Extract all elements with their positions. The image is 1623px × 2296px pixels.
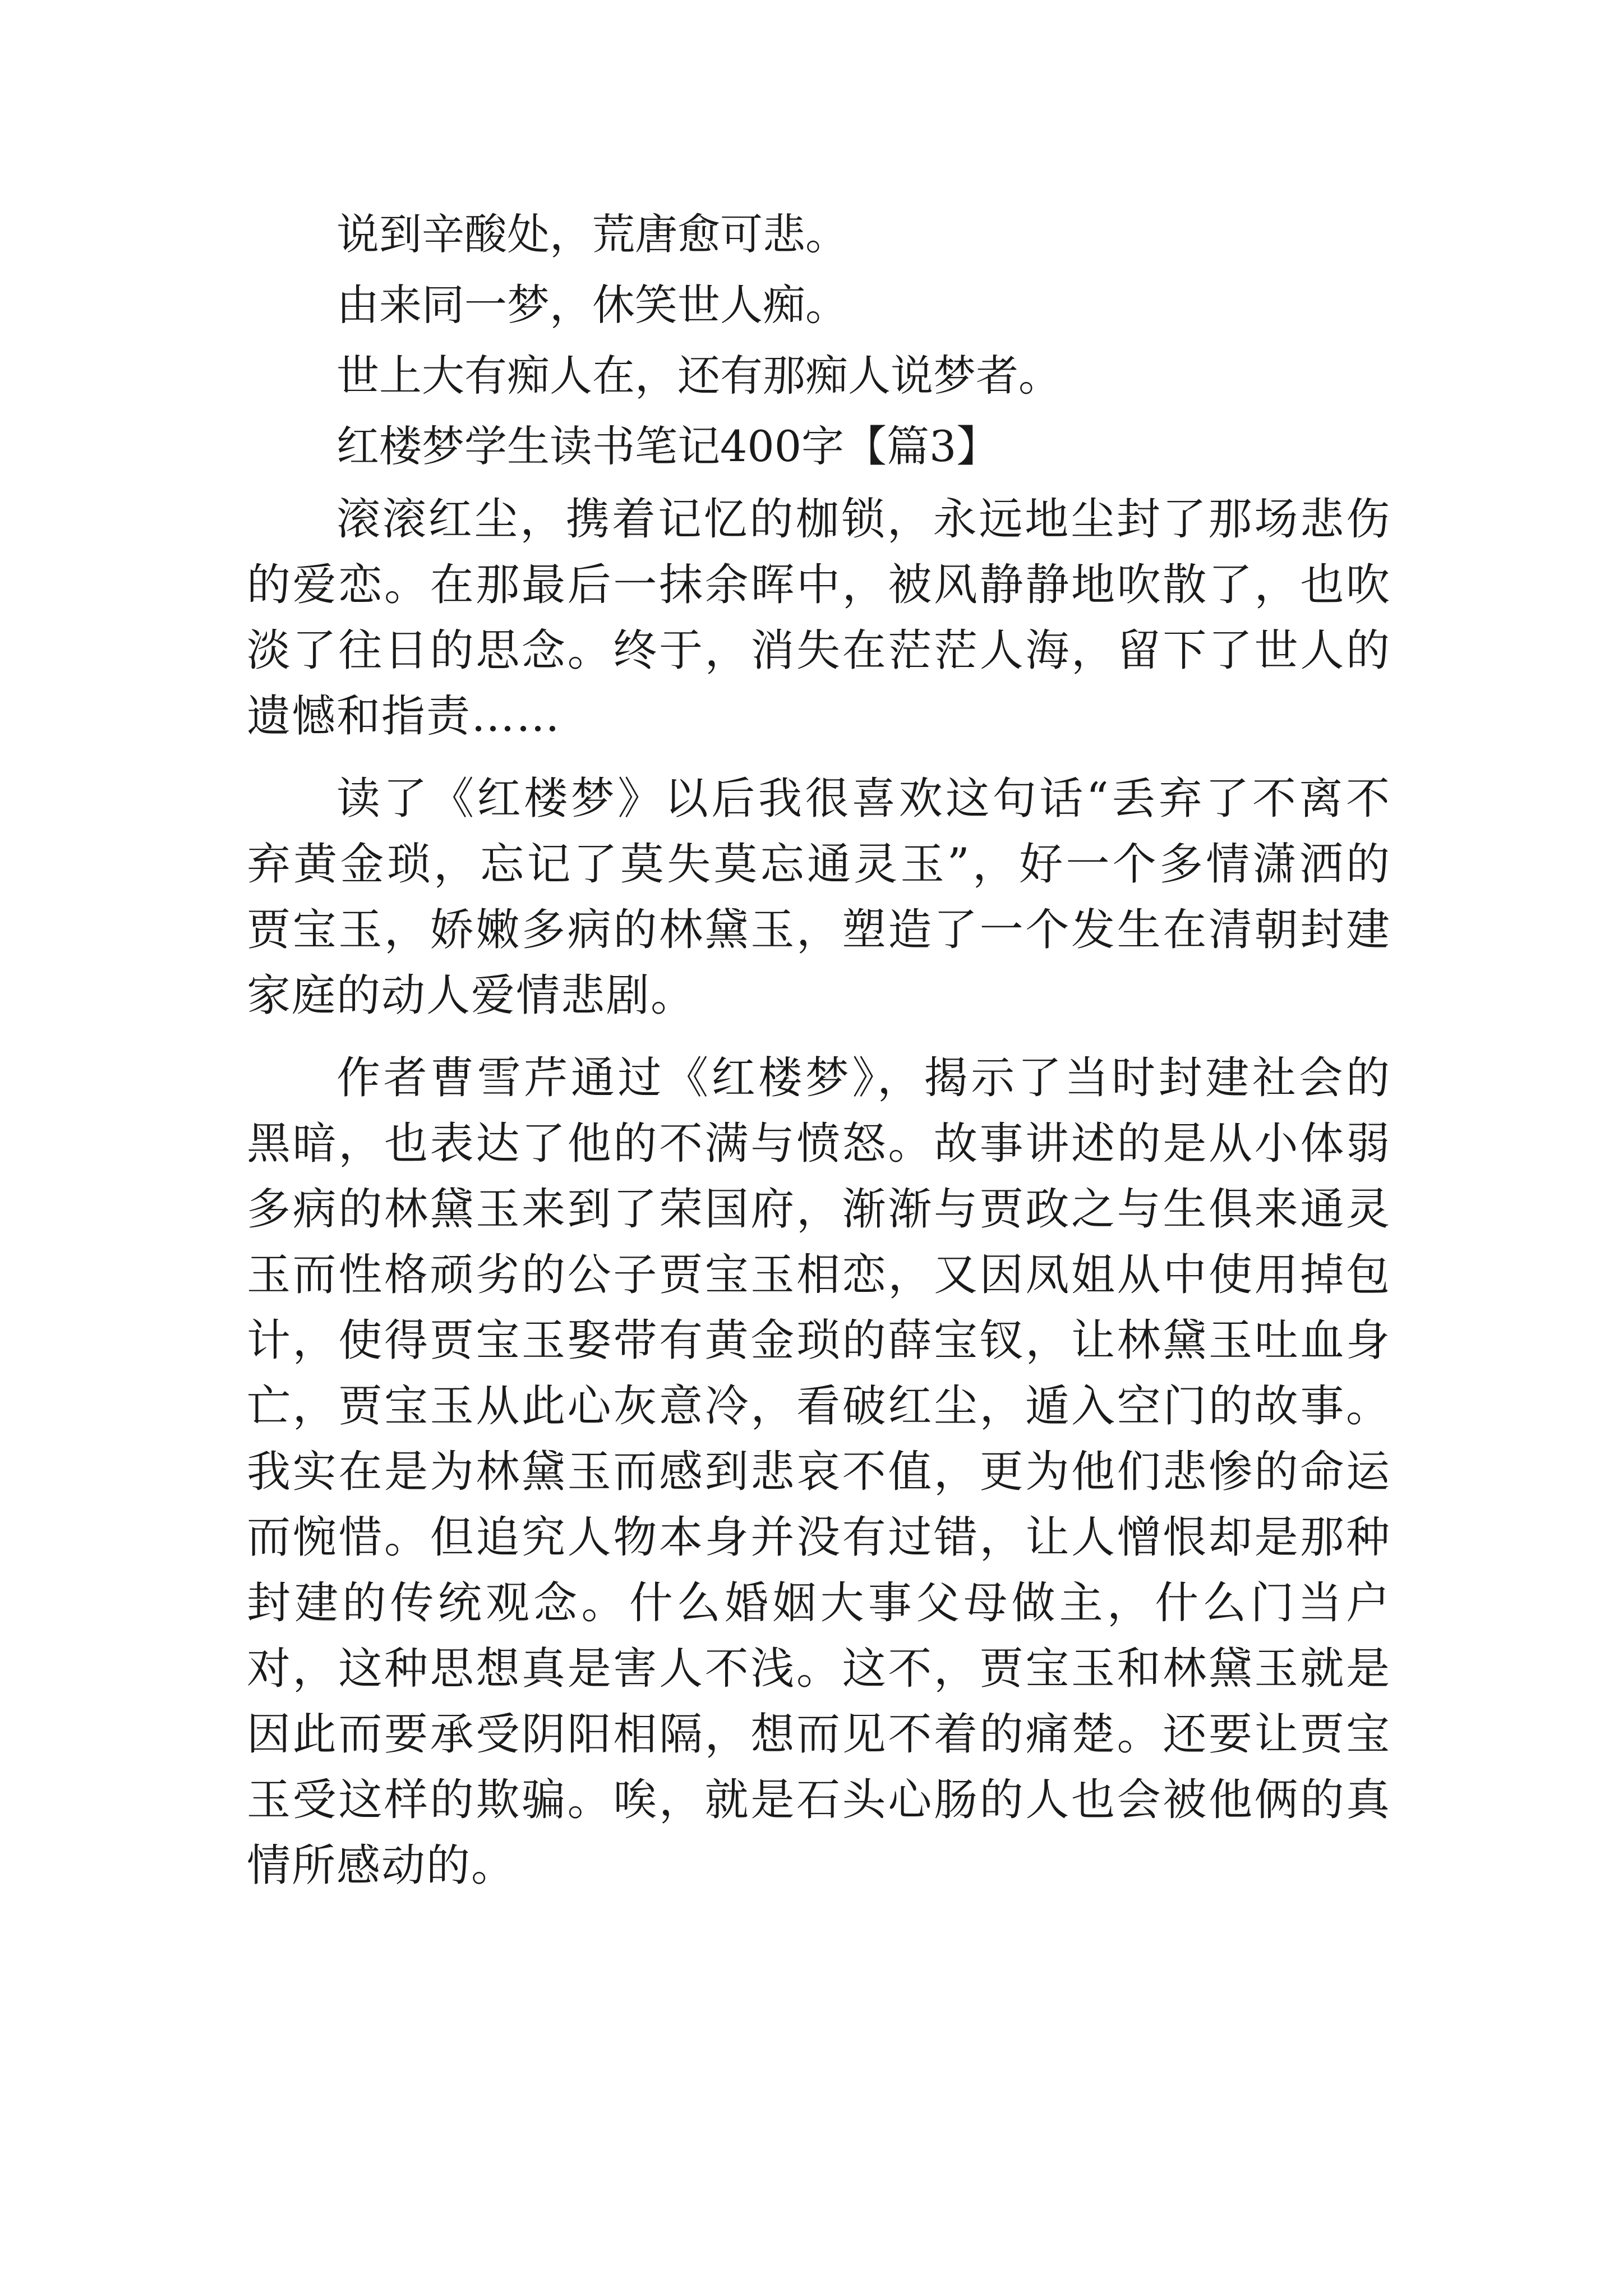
verse-line: 说到辛酸处，荒唐愈可悲。 [336, 209, 848, 259]
document-page [247, 202, 1391, 1916]
verse-line: 世上大有痴人在，还有那痴人说梦者。 [336, 351, 1061, 401]
paragraph: 读了《红楼梦》以后我很喜欢这句话“丢弃了不离不弃黄金琐，忘记了莫失莫忘通灵玉”，好一个多情潇洒的贾宝玉，娇嫩多病的林黛玉，塑造了一个发生在清朝封建家庭的动人爱情悲剧。 [247, 774, 1391, 1021]
paragraph: 滚滚红尘，携着记忆的枷锁，永远地尘封了那场悲伤的爱恋。在那最后一抹余晖中，被风静静地吹散了，也吹淡了往日的思念。终于，消失在茫茫人海，留下了世人的遗憾和指责…… [247, 494, 1391, 742]
section-title: 红楼梦学生读书笔记400字【篇3】 [336, 421, 999, 471]
paragraph: 作者曹雪芹通过《红楼梦》，揭示了当时封建社会的黑暗，也表达了他的不满与愤怒。故事讲述的是从小体弱多病的林黛玉来到了荣国府，渐渐与贾政之与生俱来通灵玉而性格顽劣的公子贾宝玉相恋，又因凤姐从中使用掉包计，使得贾宝玉娶带有黄金琐的薛宝钗，让林黛玉吐血身亡，贾宝玉从此心灰意冷，看破红尘，遁入空门的故事。我实在是为林黛玉而感到悲哀不值，更为他们悲惨的命运而惋惜。但追究人物本身并没有过错，让人憎恨却是那种封建的传统观念。什么婚姻大事父母做主，什么门当户对，这种思想真是害人不浅。这不，贾宝玉和林黛玉就是因此而要承受阴阳相隔，想而见不着的痛楚。还要让贾宝玉受这样的欺骗。唉，就是石头心肠的人也会被他俩的真情所感动的。 [247, 1053, 1391, 1891]
verse-line: 由来同一梦，休笑世人痴。 [336, 280, 848, 330]
